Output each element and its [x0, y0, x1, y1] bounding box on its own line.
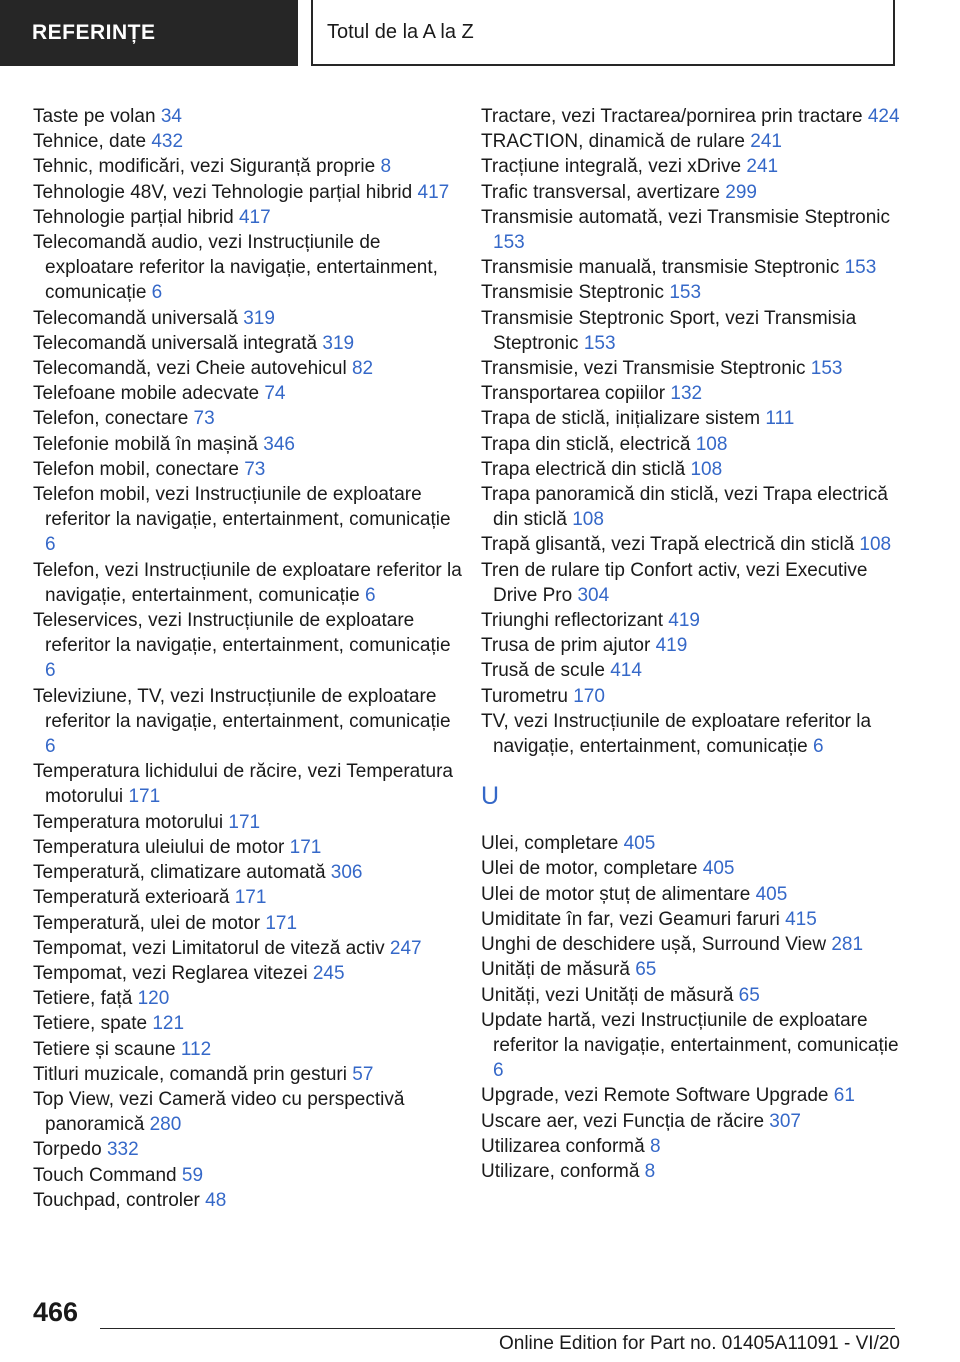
- index-entry: [481, 1159, 901, 1184]
- page-link[interactable]: 319: [243, 307, 275, 329]
- index-entry: [33, 356, 463, 381]
- index-entry: [481, 280, 901, 305]
- page-link[interactable]: 6: [45, 660, 56, 682]
- index-entry: [481, 882, 901, 907]
- page-link[interactable]: 61: [833, 1085, 855, 1107]
- index-entry-text: Upgrade, vezi Remote Software Upgrade: [481, 1085, 829, 1107]
- index-entry: [33, 860, 463, 885]
- edition-text: Online Edition for Part no. 01405A11091 - VI/20: [498, 1333, 900, 1354]
- index-entry-text: Tehnice, date: [33, 131, 147, 153]
- index-entry-text: Transportarea copiilor: [481, 383, 666, 405]
- index-entry-text: Telefon mobil, vezi Instrucțiunile de exploatare referitor la navigație, entertainment, comunicație: [33, 484, 451, 531]
- page-link[interactable]: 299: [725, 181, 757, 203]
- index-entry-text: Tehnic, modificări, vezi Siguranță proprie: [33, 156, 376, 178]
- section-letter-heading: U: [481, 782, 500, 811]
- page-link[interactable]: 73: [244, 458, 266, 480]
- page-link[interactable]: 121: [152, 1013, 185, 1035]
- index-entry-text: Umiditate în far, vezi Geamuri faruri: [481, 908, 780, 930]
- index-entry: [481, 684, 901, 709]
- page-link[interactable]: 281: [831, 934, 864, 956]
- index-entry: [481, 658, 901, 683]
- index-entry: [33, 457, 463, 482]
- index-column-right: [481, 104, 901, 1184]
- index-entry: [481, 129, 901, 154]
- index-entry: [481, 154, 901, 179]
- index-entry-text: Ulei, completare: [481, 833, 619, 855]
- index-entry-text: Trapa din sticlă, electrică: [481, 433, 691, 455]
- index-entry-text: Torpedo: [33, 1139, 102, 1161]
- index-entry: [481, 255, 901, 280]
- page-link[interactable]: 6: [365, 584, 376, 606]
- page-link[interactable]: 280: [149, 1114, 182, 1136]
- page-link[interactable]: 241: [746, 156, 779, 178]
- page-link[interactable]: 346: [263, 433, 295, 455]
- index-entry-text: TRACTION, dinamică de rulare: [481, 131, 745, 153]
- index-entry-text: Tren de rulare tip Confort activ, vezi Executive Drive Pro: [481, 559, 868, 606]
- index-entry: [481, 983, 901, 1008]
- index-entry: [481, 205, 901, 255]
- index-entry-text: Transmisie Steptronic Sport, vezi Transmisia Steptronic: [481, 307, 857, 354]
- index-entry: [481, 957, 901, 982]
- page-link[interactable]: 57: [352, 1063, 374, 1085]
- index-entry: [33, 810, 463, 835]
- page-link[interactable]: 424: [867, 106, 900, 127]
- index-entry: [481, 306, 901, 356]
- index-entry-text: Utilizarea conformă: [481, 1135, 645, 1157]
- index-entry: [33, 381, 463, 406]
- index-entry: [33, 936, 463, 961]
- index-entry: [33, 961, 463, 986]
- page-link[interactable]: 307: [769, 1110, 801, 1132]
- index-entry-text: Telecomandă universală integrată: [33, 332, 318, 354]
- index-column-left: [33, 104, 463, 1213]
- page-link[interactable]: 417: [238, 206, 271, 228]
- page-link[interactable]: 153: [493, 232, 525, 254]
- index-entry: [33, 1062, 463, 1087]
- page-number: 466: [33, 1297, 79, 1327]
- page-link[interactable]: 153: [810, 358, 843, 380]
- index-entry-text: Temperatura uleiului de motor: [33, 836, 285, 858]
- index-entry-text: Tetiere, față: [33, 988, 133, 1010]
- index-entry-text: Utilizare, conformă: [481, 1160, 640, 1182]
- index-entry-text: Tetiere, spate: [33, 1013, 148, 1035]
- index-entry-text: Temperatură exterioară: [33, 887, 230, 909]
- index-entry-text: Telefonie mobilă în mașină: [33, 433, 258, 455]
- index-entry: [33, 885, 463, 910]
- page-link[interactable]: 419: [655, 635, 688, 657]
- index-entry-text: Telecomandă, vezi Cheie autovehicul: [33, 358, 347, 380]
- index-entry-text: Trapa panoramică din sticlă, vezi Trapa electrică din sticlă: [481, 484, 888, 531]
- page-link[interactable]: 8: [380, 156, 392, 178]
- index-entry: [33, 986, 463, 1011]
- page-link[interactable]: 171: [128, 786, 161, 808]
- page-link[interactable]: 6: [493, 1060, 504, 1082]
- index-entry-text: Ulei de motor ștuț de alimentare: [481, 883, 751, 905]
- index-entry: [33, 154, 463, 179]
- index-entry: [481, 1109, 901, 1134]
- index-entry-text: Telefon, vezi Instrucțiunile de exploatare referitor la navigație, entertainment, comunicație: [33, 559, 462, 606]
- index-entry-text: Turometru: [481, 685, 568, 707]
- index-entry: [481, 180, 901, 205]
- page-link[interactable]: 65: [635, 959, 657, 981]
- index-entry-text: Teleservices, vezi Instrucțiunile de exploatare referitor la navigație, entertainment, comunicație: [33, 610, 451, 657]
- page-link[interactable]: 8: [644, 1160, 656, 1182]
- page-link[interactable]: 415: [785, 908, 817, 930]
- index-group-t: [481, 104, 901, 759]
- page-link[interactable]: 245: [312, 962, 345, 984]
- index-entry-text: Unghi de deschidere ușă, Surround View: [481, 934, 827, 956]
- page-link[interactable]: 417: [417, 181, 450, 203]
- page-link[interactable]: 171: [289, 836, 322, 858]
- page-link[interactable]: 432: [151, 131, 184, 153]
- index-entry: [33, 1037, 463, 1062]
- index-entry: [33, 180, 463, 205]
- page-link[interactable]: 332: [106, 1139, 139, 1161]
- page-link[interactable]: 132: [670, 383, 703, 405]
- index-entry-text: Update hartă, vezi Instrucțiunile de exploatare referitor la navigație, entertainment, comunicație: [481, 1009, 899, 1056]
- index-entry-text: Televiziune, TV, vezi Instrucțiunile de exploatare referitor la navigație, entertainment, comunicație: [33, 685, 451, 732]
- index-entry: [481, 1008, 901, 1084]
- index-entry-text: Tempomat, vezi Limitatorul de viteză activ: [33, 937, 385, 959]
- index-entry-text: Trafic transversal, avertizare: [481, 181, 720, 203]
- page-link[interactable]: 6: [45, 736, 56, 758]
- section-label: REFERINȚE: [0, 0, 298, 66]
- index-entry: [33, 1087, 463, 1137]
- index-entry-text: Titluri muzicale, comandă prin gesturi: [33, 1063, 347, 1085]
- index-entry-text: Trusa de prim ajutor: [481, 635, 651, 657]
- page-link[interactable]: 153: [669, 282, 702, 304]
- index-entry-text: Tracțiune integrală, vezi xDrive: [481, 156, 742, 178]
- index-entry: [33, 684, 463, 760]
- index-entry: [33, 558, 463, 608]
- page-link[interactable]: 6: [45, 534, 56, 556]
- index-entry: [481, 856, 901, 881]
- index-entry: [33, 1188, 463, 1213]
- index-entry: [481, 831, 901, 856]
- index-entry-text: Trapa electrică din sticlă: [481, 458, 686, 480]
- index-entry-text: Telefon, conectare: [33, 408, 189, 430]
- index-entry-text: Trusă de scule: [481, 660, 605, 682]
- page-link[interactable]: 120: [137, 988, 170, 1010]
- page-link[interactable]: 306: [330, 862, 363, 884]
- page-link[interactable]: 247: [389, 937, 422, 959]
- index-entry-text: Transmisie manuală, transmisie Steptronic: [481, 257, 840, 279]
- page-link[interactable]: 8: [649, 1135, 661, 1157]
- index-entry: [33, 1163, 463, 1188]
- index-entry-text: Tehnologie 48V, vezi Tehnologie parțial hibrid: [33, 181, 413, 203]
- page-link[interactable]: 405: [755, 883, 788, 905]
- page-link[interactable]: 6: [151, 282, 163, 304]
- index-entry: [33, 406, 463, 431]
- index-entry: [33, 432, 463, 457]
- index-entry-text: Uscare aer, vezi Funcția de răcire: [481, 1110, 765, 1132]
- index-entry: [33, 835, 463, 860]
- index-entry-text: Touch Command: [33, 1164, 177, 1186]
- page-link[interactable]: 171: [234, 887, 267, 909]
- index-entry-text: Triunghi reflectorizant: [481, 610, 663, 632]
- index-entry: [481, 1083, 901, 1108]
- page-link[interactable]: 108: [690, 458, 723, 480]
- index-entry: [33, 911, 463, 936]
- index-entry: [33, 306, 463, 331]
- index-entry: [481, 633, 901, 658]
- index-entry: [33, 1011, 463, 1036]
- index-entry: [481, 356, 901, 381]
- index-entry-text: Transmisie, vezi Transmisie Steptronic: [481, 358, 806, 380]
- index-entry: [33, 129, 463, 154]
- index-entry: [481, 432, 901, 457]
- index-entry-text: Telecomandă audio, vezi Instrucțiunile de exploatare referitor la navigație, entertainment, comunicație: [33, 232, 438, 304]
- index-entry-text: Tetiere și scaune: [33, 1038, 176, 1060]
- index-entry: [481, 532, 901, 557]
- page-link[interactable]: 171: [265, 912, 298, 934]
- index-entry-text: Taste pe volan: [33, 106, 156, 127]
- page-header: [0, 0, 960, 66]
- page-link[interactable]: 65: [738, 984, 760, 1006]
- index-entry-text: Tehnologie parțial hibrid: [33, 206, 234, 228]
- page-link[interactable]: 108: [859, 534, 892, 556]
- index-entry: [481, 1134, 901, 1159]
- page-link[interactable]: 6: [813, 736, 824, 758]
- page-link[interactable]: 59: [181, 1164, 204, 1186]
- index-entry: [33, 482, 463, 558]
- page-link[interactable]: 74: [264, 383, 286, 405]
- index-entry: [481, 457, 901, 482]
- index-entry-text: Ulei de motor, completare: [481, 858, 698, 880]
- index-entry-text: Temperatura motorului: [33, 811, 224, 833]
- page-link[interactable]: 419: [668, 610, 700, 632]
- page-link[interactable]: 241: [750, 131, 782, 153]
- index-entry-text: Unități, vezi Unități de măsură: [481, 984, 734, 1006]
- page-link[interactable]: 73: [193, 408, 215, 430]
- index-entry-text: Temperatura lichidului de răcire, vezi Temperatura motorului: [33, 761, 453, 808]
- page-link[interactable]: 405: [623, 833, 656, 855]
- index-entry: [33, 230, 463, 306]
- page-link[interactable]: 111: [765, 408, 795, 430]
- index-group-u: [481, 831, 901, 1184]
- index-entry-text: Telecomandă universală: [33, 307, 238, 329]
- page-link[interactable]: 48: [205, 1189, 227, 1211]
- index-entry-text: Trapă glisantă, vezi Trapă electrică din sticlă: [481, 534, 855, 556]
- page-link[interactable]: 34: [160, 106, 182, 127]
- page-link[interactable]: 171: [228, 811, 261, 833]
- page-link[interactable]: 170: [573, 685, 605, 707]
- index-entry: [33, 1137, 463, 1162]
- page-link[interactable]: 304: [577, 584, 610, 606]
- index-entry-text: Temperatură, climatizare automată: [33, 862, 326, 884]
- index-entry: [33, 205, 463, 230]
- index-entry: [481, 932, 901, 957]
- index-entry-text: Telefon mobil, conectare: [33, 458, 239, 480]
- page-link[interactable]: 405: [702, 858, 735, 880]
- page-link[interactable]: 319: [322, 332, 355, 354]
- index-entry-text: Tempomat, vezi Reglarea vitezei: [33, 962, 308, 984]
- index-entry: [481, 482, 901, 532]
- index-entry-text: Transmisie automată, vezi Transmisie Steptronic: [481, 206, 891, 228]
- header-title: Totul de la A la Z: [311, 0, 895, 66]
- index-entry: [33, 331, 463, 356]
- index-entry: [481, 104, 901, 129]
- index-entry: [481, 907, 901, 932]
- page-link[interactable]: 112: [180, 1038, 212, 1060]
- index-entry: [481, 558, 901, 608]
- page-link[interactable]: 108: [695, 433, 728, 455]
- page-link[interactable]: 153: [583, 332, 616, 354]
- index-entry: [481, 381, 901, 406]
- index-entry: [481, 406, 901, 431]
- index-entry-text: Temperatură, ulei de motor: [33, 912, 261, 934]
- index-entry-text: Transmisie Steptronic: [481, 282, 665, 304]
- index-entry-text: Trapa de sticlă, inițializare sistem: [481, 408, 761, 430]
- index-entry: [33, 104, 463, 129]
- index-entry-text: Telefoane mobile adecvate: [33, 383, 260, 405]
- index-entry-text: Top View, vezi Cameră video cu perspectivă panoramică: [33, 1088, 405, 1136]
- index-entry: [33, 759, 463, 809]
- index-entry: [481, 709, 901, 759]
- index-entry-text: Unități de măsură: [481, 959, 630, 981]
- footer-divider: [100, 1328, 895, 1329]
- index-entry-text: Touchpad, controler: [33, 1189, 200, 1211]
- page-link[interactable]: 414: [610, 660, 642, 682]
- page-link[interactable]: 82: [351, 358, 374, 380]
- index-entry: [481, 608, 901, 633]
- index-entry-text: Tractare, vezi Tractarea/pornirea prin tractare: [481, 106, 863, 127]
- index-entry-text: TV, vezi Instrucțiunile de exploatare referitor la navigație, entertainment, comunicație: [481, 710, 872, 758]
- index-entry: [33, 608, 463, 684]
- page-link[interactable]: 153: [844, 257, 877, 279]
- page-link[interactable]: 108: [572, 509, 604, 531]
